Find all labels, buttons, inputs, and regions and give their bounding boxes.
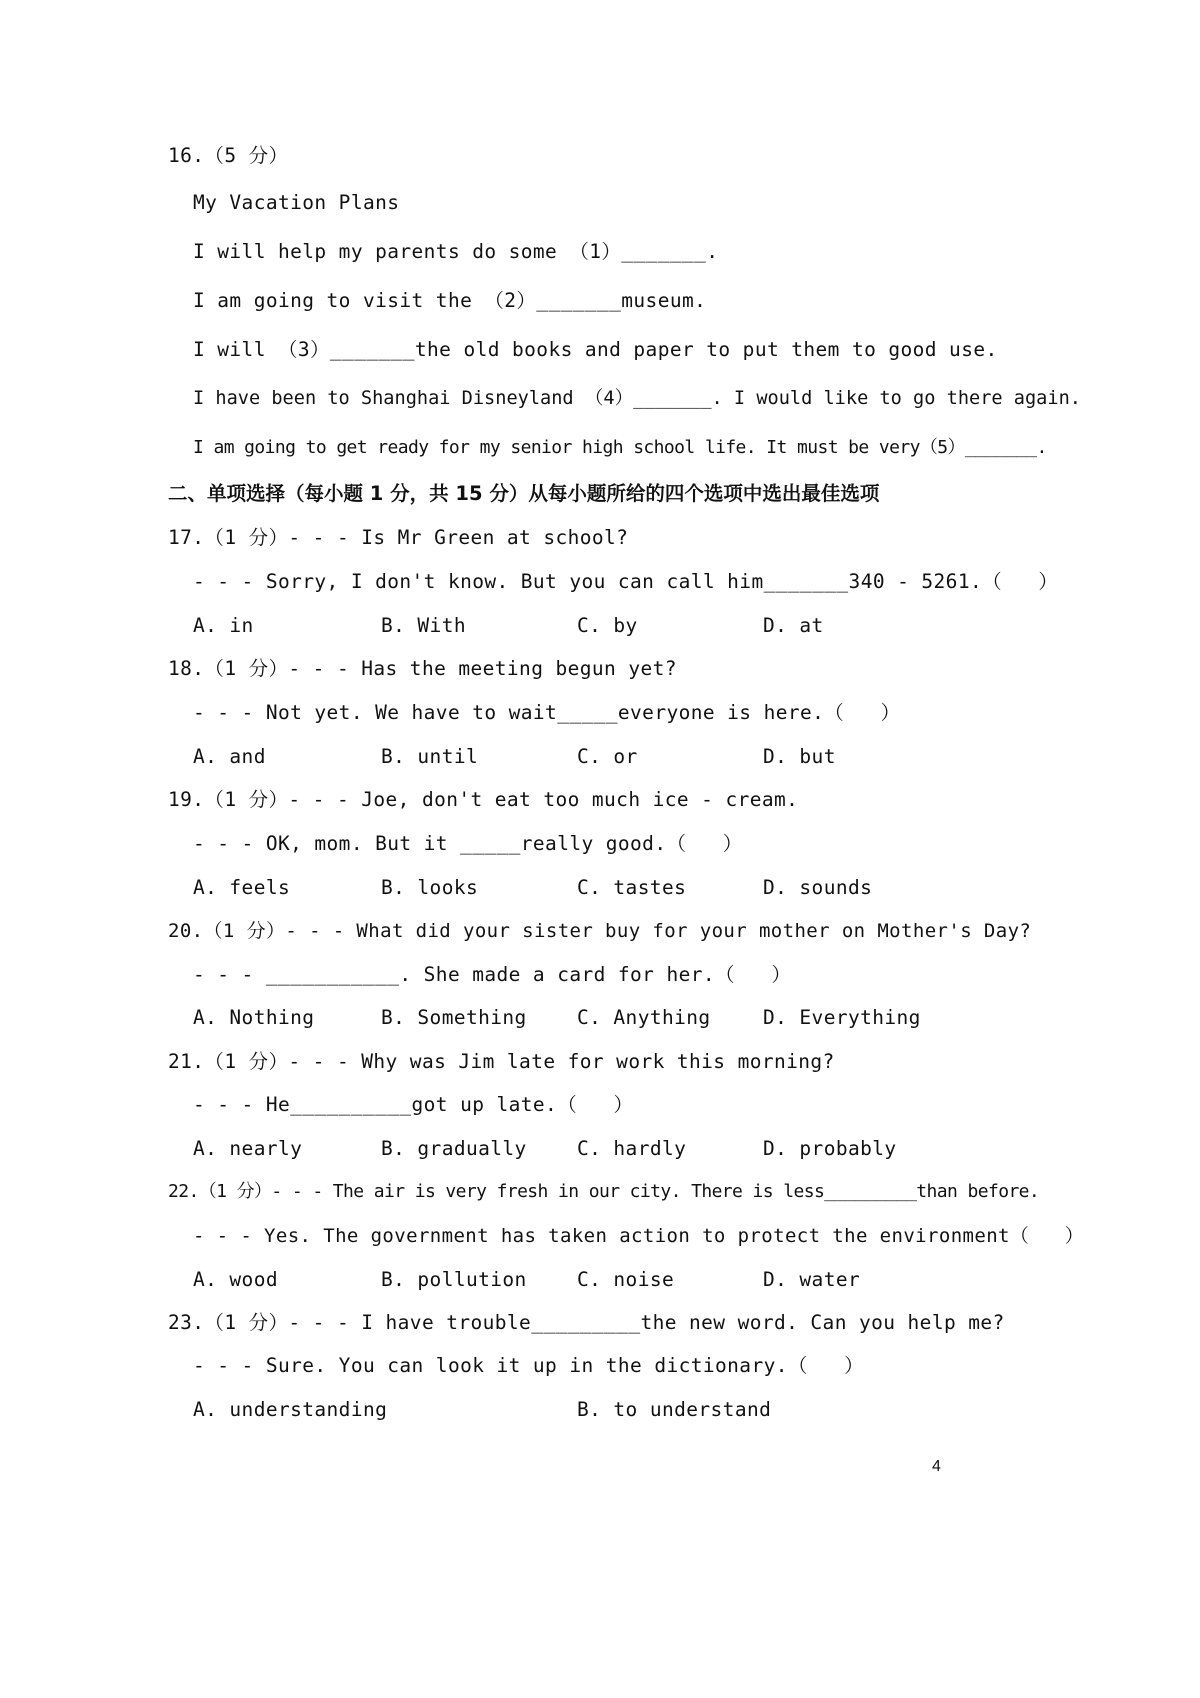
q16-line-4: I have been to Shanghai Disneyland （4）_______. I would like to go there again. <box>193 388 1081 409</box>
question-19-stem: 19.（1 分）- - - Joe, don't eat too much ice - cream. <box>168 788 799 811</box>
question-21-reply: - - - He__________got up late.（ ） <box>193 1093 634 1116</box>
question-20-stem: 20.（1 分）- - - What did your sister buy for your mother on Mother's Day? <box>168 920 1032 942</box>
question-18-stem: 18.（1 分）- - - Has the meeting begun yet? <box>168 657 677 680</box>
q16-title: My Vacation Plans <box>193 191 400 214</box>
question-19-reply: - - - OK, mom. But it _____really good.（ ） <box>193 832 743 855</box>
question-22-reply: - - - Yes. The government has taken action to protect the environment（ ） <box>193 1225 1085 1247</box>
question-23-option-a: A. understanding <box>193 1398 388 1421</box>
question-18-option-a: A. and <box>193 745 266 768</box>
question-22-option-a: A. wood <box>193 1268 278 1291</box>
question-18-reply: - - - Not yet. We have to wait_____everyone is here.（ ） <box>193 701 901 724</box>
question-19-option-b: B. looks <box>381 876 479 899</box>
question-19-option-a: A. feels <box>193 876 291 899</box>
question-20-option-a: A. Nothing <box>193 1006 315 1029</box>
question-22-stem: 22.（1 分）- - - The air is very fresh in our city. There is less_________than before. <box>168 1181 1040 1202</box>
q16-line-2: I am going to visit the （2）_______museum. <box>193 289 707 312</box>
question-18-option-c: C. or <box>577 745 638 768</box>
question-19-option-c: C. tastes <box>577 876 687 899</box>
question-17-option-a: A. in <box>193 614 254 637</box>
question-22-option-d: D. water <box>763 1268 861 1291</box>
question-21-option-c: C. hardly <box>577 1137 687 1160</box>
question-17-reply: - - - Sorry, I don't know. But you can call him_______340 - 5261.（ ） <box>193 570 1059 593</box>
question-23-stem: 23.（1 分）- - - I have trouble_________the new word. Can you help me? <box>168 1311 1005 1334</box>
question-23-option-b: B. to understand <box>577 1398 772 1421</box>
question-19-option-d: D. sounds <box>763 876 873 899</box>
q16-line-1: I will help my parents do some （1）_______. <box>193 240 719 263</box>
question-17-option-d: D. at <box>763 614 824 637</box>
question-21-option-d: D. probably <box>763 1137 897 1160</box>
question-17-option-b: B. With <box>381 614 466 637</box>
q16-header: 16.（5 分） <box>168 144 289 167</box>
question-23-reply: - - - Sure. You can look it up in the dictionary.（ ） <box>193 1354 865 1377</box>
question-21-stem: 21.（1 分）- - - Why was Jim late for work this morning? <box>168 1050 835 1073</box>
question-20-reply: - - - ___________. She made a card for her.（ ） <box>193 963 792 986</box>
page-number: 4 <box>932 1458 941 1475</box>
question-17-option-c: C. by <box>577 614 638 637</box>
question-18-option-b: B. until <box>381 745 479 768</box>
question-20-option-b: B. Something <box>381 1006 527 1029</box>
question-22-option-b: B. pollution <box>381 1268 527 1291</box>
question-20-option-c: C. Anything <box>577 1006 711 1029</box>
q16-line-3: I will （3）_______the old books and paper to put them to good use. <box>193 338 998 361</box>
question-17-stem: 17.（1 分）- - - Is Mr Green at school? <box>168 526 629 549</box>
question-21-option-a: A. nearly <box>193 1137 303 1160</box>
question-21-option-b: B. gradually <box>381 1137 527 1160</box>
question-18-option-d: D. but <box>763 745 836 768</box>
question-22-option-c: C. noise <box>577 1268 675 1291</box>
question-20-option-d: D. Everything <box>763 1006 921 1029</box>
q16-line-5: I am going to get ready for my senior high school life. It must be very（5）_______. <box>193 437 1047 458</box>
section-2-heading: 二、单项选择（每小题 1 分，共 15 分）从每小题所给的四个选项中选出最佳选项 <box>168 482 880 505</box>
